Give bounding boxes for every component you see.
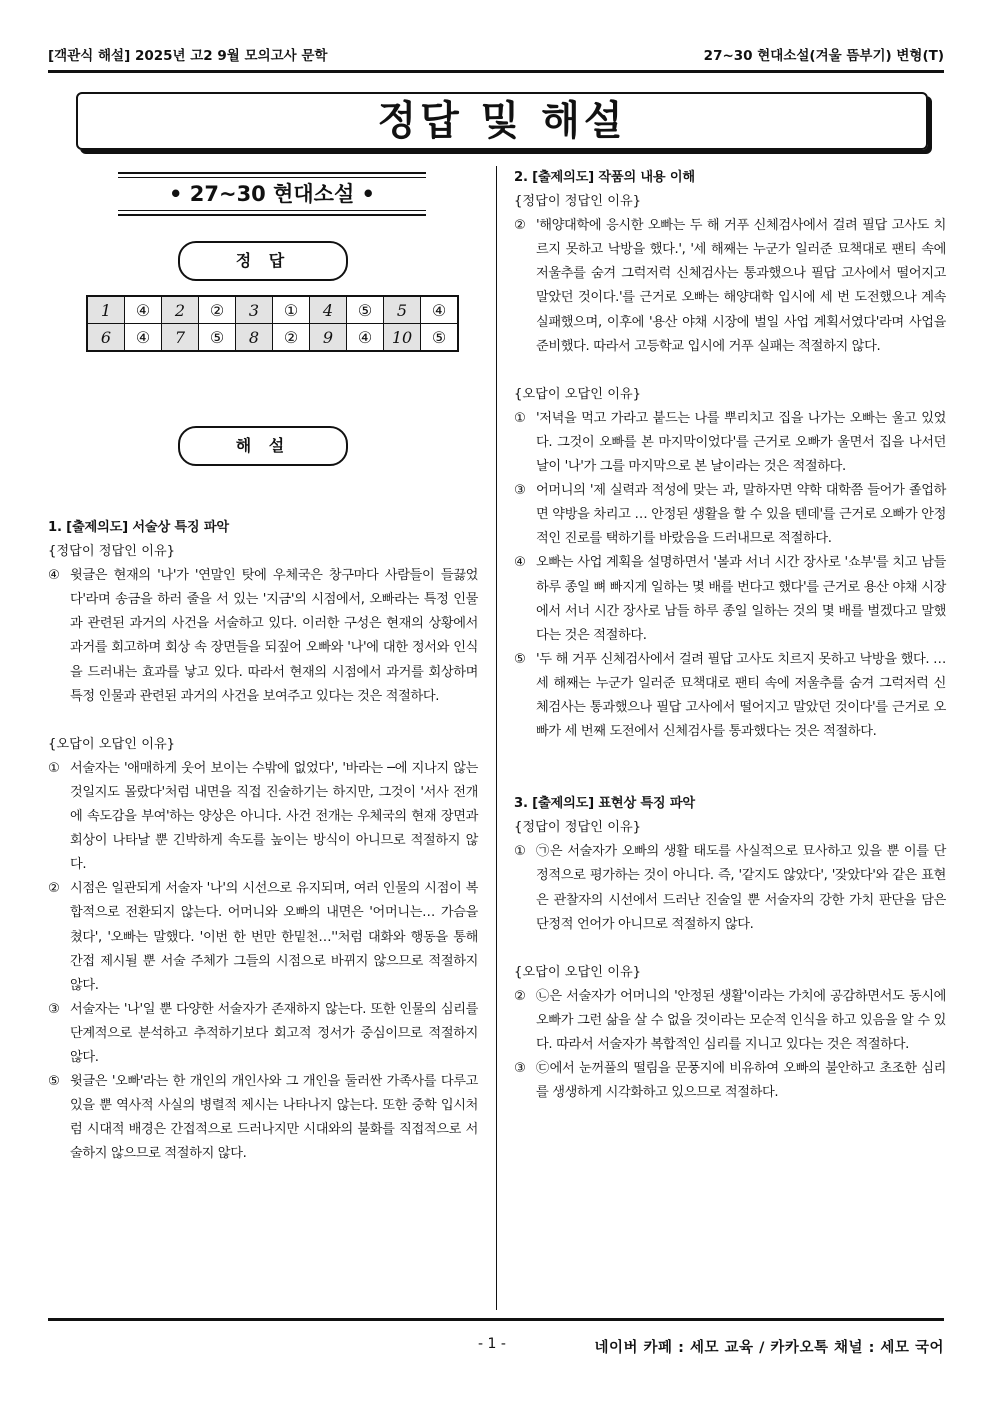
list-item xyxy=(514,840,946,936)
choice-marker: ① xyxy=(514,844,526,860)
answer-number: 3 xyxy=(236,296,273,324)
header-right-text: 27~30 현대소설(겨울 뜸부기) 변형(T) xyxy=(703,48,944,64)
list-item xyxy=(514,479,946,551)
answer-choice: ② xyxy=(273,324,310,352)
answer-row xyxy=(87,296,458,324)
list-item xyxy=(514,1057,946,1105)
answer-number: 2 xyxy=(162,296,199,324)
choice-marker: ① xyxy=(48,760,60,776)
answer-choice: ① xyxy=(273,296,310,324)
choice-marker: ④ xyxy=(48,568,60,584)
answer-choice: ⑤ xyxy=(347,296,384,324)
explanation-text: 윗글은 '오빠'라는 한 개인의 개인사와 그 개인을 둘러싼 가족사를 다루고 있을 뿐 역사적 사실의 병렬적 제시는 나타나지 않는다. 또한 중학 입시처럼 시대적 배경은 간접적으로 드러나지만 시대와의 불화를 직접적으로 서술하지 않으므로 적절하지 않다. xyxy=(70,1074,478,1162)
list-item xyxy=(48,998,478,1070)
explanation-text: 서술자는 '애매하게 웃어 보이는 수밖에 없었다', '바라는 ─에 지나지 않는 것일지도 몰랐다'처럼 내면을 직접 진술하기는 하지만, 그것이 '서사 전개에 속도감을 부여'하는 양상은 아니다. 사건 전개는 우체국의 현재 장면과 회상이 나타날 뿐 긴박하게 속도를 높이는 방식이 아니므로 적절하지 않다. xyxy=(70,760,478,873)
right-column xyxy=(514,166,946,1105)
answer-number: 8 xyxy=(236,324,273,352)
answer-choice: ② xyxy=(199,296,236,324)
explanation-text: 서술자는 '나'일 뿐 다양한 서술자가 존재하지 않는다. 또한 인물의 심리를 단계적으로 분석하고 추적하기보다 회고적 정서가 중심이므로 적절하지 않다. xyxy=(70,1001,478,1065)
explanation-text: ㉡은 서술자가 어머니의 '안정된 생활'이라는 가치에 공감하면서도 동시에 오빠가 그런 삶을 살 수 없을 것이라는 모순적 인식을 하고 있음을 알 수 있다. 따라서 서술자가 복합적인 심리를 지니고 있다는 것은 적절하다. xyxy=(536,988,946,1052)
answer-number: 10 xyxy=(384,324,421,352)
choice-marker: ⑤ xyxy=(48,1074,60,1090)
explanation-text: 어머니의 '제 실력과 적성에 맞는 과, 말하자면 약학 대학쯤 들어가 졸업하면 약방을 차리고 … 안정된 생활을 할 수 있을 텐데'를 근거로 오빠가 안정적인 진로를 택하기를 바랐음을 드러내므로 적절하다. xyxy=(536,483,946,547)
header-left-text: [객관식 해설] 2025년 고2 9월 모의고사 문학 xyxy=(48,48,328,64)
list-item xyxy=(514,407,946,479)
answer-choice: ④ xyxy=(125,324,162,352)
answer-number: 9 xyxy=(310,324,347,352)
explanation-text: 윗글은 현재의 '나'가 '연말인 탓에 우체국은 창구마다 사람들이 들끓었다'라며 송금을 하러 줄을 서 있는 '지금'의 시점에서, 오빠라는 특정 인물과 관련된 과거의 사건을 서술하고 있다. 이러한 구성은 현재의 상황에서 과거를 회고하며 회상 속 장면들을 되짚어 오빠와 '나'에 대한 정서와 인식을 드러내는 효과를 낳고 있다. 따라서 현재의 시점에서 과거를 회상하며 특정 인물과 관련된 과거의 사건을 보여주고 있다는 것은 적절하다. xyxy=(70,568,478,704)
wrong-reason-heading: {오답이 오답인 이유} xyxy=(514,386,642,402)
answer-choice: ④ xyxy=(125,296,162,324)
list-item xyxy=(48,564,478,709)
explanation-label: 해 설 xyxy=(178,426,348,466)
answer-choice: ④ xyxy=(421,296,459,324)
explanation-text: 오빠는 사업 계획을 설명하면서 '볼과 서너 시간 장사로 '쇼부'를 치고 남들 하루 종일 뼈 빠지게 일하는 몇 배를 번다고 했다'를 근거로 용산 야채 시장에서 서너 시간 장사로 남들 하루 종일 일하는 것의 몇 배를 벌겠다고 말했다는 것은 적절하다. xyxy=(536,555,946,643)
list-item xyxy=(48,757,478,877)
list-item xyxy=(48,1070,478,1166)
answer-number: 1 xyxy=(87,296,125,324)
explanation-text: '해양대학에 응시한 오빠는 두 해 거푸 신체검사에서 걸려 필답 고사도 치르지 못하고 낙방을 했다.', '세 해째는 누군가 일러준 묘책대로 팬티 속에 저울추를 숨겨 그럭저럭 신체검사는 통과했으나 필답 고사에서 떨어지고 말았던 것이다.'를 근거로 오빠는 해양대학 입시에 세 번 도전했으나 계속 실패했으며, 이후에 '용산 야채 시장에 벌일 사업 계획서였다'라며 사업을 준비했다. 따라서 고등학교 입시에 거푸 실패는 적절하지 않다. xyxy=(536,218,946,354)
footer-divider xyxy=(48,1318,944,1321)
question-heading: 1. [출제의도] 서술상 특징 파악 xyxy=(48,520,229,535)
explanation-text: '두 해 거푸 신체검사에서 걸려 필답 고사도 치르지 못하고 낙방을 했다. … 세 해째는 누군가 일러준 묘책대로 팬티 속에 저울추를 숨겨 그럭저럭 신체검사는 통과했으나 필답 고사에서 떨어지고 말았던 것이다'를 근거로 오빠가 세 번째 도전에서 신체검사를 통과했다는 것은 적절하다. xyxy=(536,651,946,740)
page-number: - 1 - xyxy=(478,1336,506,1352)
choice-marker: ① xyxy=(514,410,526,426)
column-divider xyxy=(496,166,497,1310)
list-item xyxy=(514,648,946,744)
answer-row xyxy=(87,324,458,352)
choice-marker: ④ xyxy=(514,555,526,571)
correct-reason-heading: {정답이 정답인 이유} xyxy=(514,820,642,836)
choice-marker: ⑤ xyxy=(514,651,526,667)
choice-marker: ③ xyxy=(48,1001,60,1017)
answer-choice: ④ xyxy=(347,324,384,352)
page-title: 정답 및 해설 xyxy=(76,92,928,150)
left-column xyxy=(48,516,478,1166)
answer-table xyxy=(86,295,459,352)
question-heading: 2. [출제의도] 작품의 내용 이해 xyxy=(514,170,695,185)
page-header xyxy=(48,40,944,73)
answer-number: 4 xyxy=(310,296,347,324)
choice-marker: ② xyxy=(48,881,60,897)
answer-number: 5 xyxy=(384,296,421,324)
choice-marker: ③ xyxy=(514,1061,526,1077)
answer-number: 6 xyxy=(87,324,125,352)
section-title: • 27~30 현대소설 • xyxy=(118,172,426,216)
wrong-reason-heading: {오답이 오답인 이유} xyxy=(48,736,176,752)
list-item xyxy=(514,551,946,647)
choice-marker: ② xyxy=(514,988,526,1004)
answer-number: 7 xyxy=(162,324,199,352)
question-heading: 3. [출제의도] 표현상 특징 파악 xyxy=(514,796,695,812)
answer-choice: ⑤ xyxy=(421,324,459,352)
correct-reason-heading: {정답이 정답인 이유} xyxy=(48,544,176,560)
choice-marker: ② xyxy=(514,218,526,234)
explanation-text: ㉠은 서술자가 오빠의 생활 태도를 사실적으로 묘사하고 있을 뿐 이를 단정적으로 평가하는 것이 아니다. 즉, '같지도 않았다', '잦았다'와 같은 표현은 관찰자의 시선에서 드러난 진술일 뿐 서술자의 강한 가치 판단을 담은 단정적 언어가 아니므로 적절하지 않다. xyxy=(536,844,946,932)
wrong-reason-heading: {오답이 오답인 이유} xyxy=(514,964,642,980)
explanation-text: '저녁을 먹고 가라고 붙드는 나를 뿌리치고 집을 나가는 오빠는 울고 있었다. 그것이 오빠를 본 마지막이었다'를 근거로 오빠가 울면서 집을 나서던 날이 '나'가 그를 마지막으로 본 날이라는 것은 적절하다. xyxy=(536,410,946,475)
correct-reason-heading: {정답이 정답인 이유} xyxy=(514,194,642,210)
explanation-text: 시점은 일관되게 서술자 '나'의 시선으로 유지되며, 여러 인물의 시점이 복합적으로 전환되지 않는다. 어머니와 오빠의 내면은 '어머니는… 가슴을 쳤다', '오빠는 말했다. '이번 한 번만 한밑천…''처럼 대화와 행동을 통해 간접 제시될 뿐 서술 주체가 그들의 시점으로 바뀌지 않으므로 적절하지 않다. xyxy=(70,881,478,993)
answer-choice: ⑤ xyxy=(199,324,236,352)
list-item xyxy=(48,877,478,997)
explanation-text: ㉢에서 눈꺼풀의 떨림을 문풍지에 비유하여 오빠의 불안하고 초조한 심리를 생생하게 시각화하고 있으므로 적절하다. xyxy=(536,1061,946,1101)
footer-contact: 네이버 카페 : 세모 교육 / 카카오톡 채널 : 세모 국어 xyxy=(594,1340,944,1356)
choice-marker: ③ xyxy=(514,483,526,499)
answer-label: 정 답 xyxy=(178,241,348,281)
list-item xyxy=(514,985,946,1057)
list-item xyxy=(514,214,946,359)
